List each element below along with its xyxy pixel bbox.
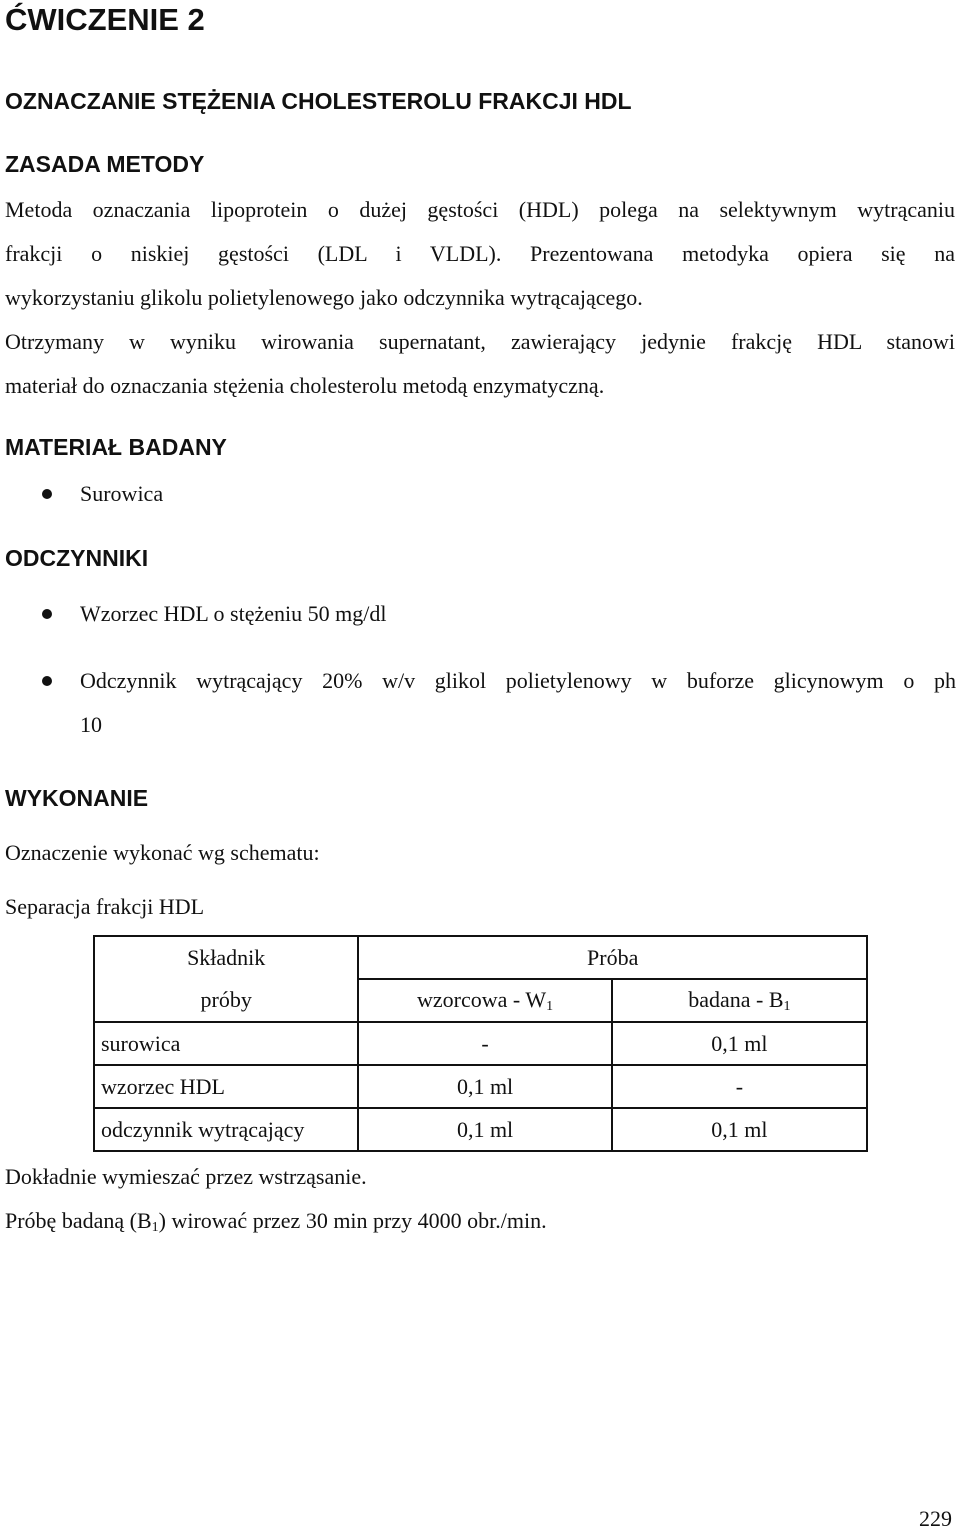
table-row [94,1065,867,1108]
zasada-line-1: Metoda oznaczania lipoprotein o dużej gęstości (HDL) polega na selektywnym wytrącaniu [5,197,955,222]
bullet-icon [42,489,52,499]
centrifuge-instruction [5,1206,547,1243]
table-cell-standard: 0,1 ml [358,1108,611,1151]
bullet-icon [42,609,52,619]
reagent-item-2-line-2: 10 [80,712,102,737]
table-cell-component: surowica [94,1022,358,1065]
table-header-standard-text: wzorcowa - W [417,986,547,1012]
zasada-line-2: frakcji o niskiej gęstości (LDL i VLDL). Prezentowana metodyka opiera się na [5,241,955,266]
table-header-component-2: próby [94,979,358,1022]
table-header-component: Składnik [94,936,358,979]
table-header-sample: Próba [358,936,867,979]
zasada-line-5: materiał do oznaczania stężenia cholesterolu metodą enzymatyczną. [5,373,605,398]
section-heading-material: MATERIAŁ BADANY [5,434,227,460]
table-cell-standard: 0,1 ml [358,1065,611,1108]
procedure-subheading: Separacja frakcji HDL [5,894,205,919]
table-cell-test: 0,1 ml [612,1108,867,1151]
table-cell-component: wzorzec HDL [94,1065,358,1108]
centrifuge-sub: 1 [151,1220,159,1235]
page-number: 229 [919,1506,952,1531]
reagent-item-1: Wzorzec HDL o stężeniu 50 mg/dl [80,601,387,626]
reagent-item-2 [80,659,956,747]
table-row [94,1108,867,1151]
exercise-title: ĆWICZENIE 2 [5,2,205,37]
zasada-line-4: Otrzymany w wyniku wirowania supernatant, zawierający jedynie frakcję HDL stanowi [5,329,955,354]
zasada-paragraph [5,188,955,408]
table-header-row-1 [94,936,867,979]
reagent-item-2-line-1: Odczynnik wytrącający 20% w/v glikol polietylenowy w buforze glicynowym o ph [80,668,956,693]
bullet-icon [42,676,52,686]
main-heading: OZNACZANIE STĘŻENIA CHOLESTEROLU FRAKCJI HDL [5,88,632,114]
zasada-line-3: wykorzystaniu glikolu polietylenowego jako odczynnika wytrącającego. [5,285,643,310]
table-row [94,1022,867,1065]
table-header-standard [358,979,611,1022]
separation-table [93,935,868,1152]
table-header-test [612,979,867,1022]
table-header-test-sub: 1 [783,998,791,1014]
mixing-instruction: Dokładnie wymieszać przez wstrząsanie. [5,1164,367,1189]
table-header-row-2 [94,979,867,1022]
procedure-intro: Oznaczenie wykonać wg schematu: [5,840,320,865]
section-heading-odczynniki: ODCZYNNIKI [5,545,149,571]
table-cell-standard: - [358,1022,611,1065]
table-header-test-text: badana - B [688,986,784,1012]
material-item: Surowica [80,481,164,506]
section-heading-zasada: ZASADA METODY [5,151,205,177]
table-header-standard-sub: 1 [546,998,554,1014]
table-cell-component: odczynnik wytrącający [94,1108,358,1151]
centrifuge-text-a: Próbę badaną (B [5,1208,152,1233]
centrifuge-text-b: ) wirować przez 30 min przy 4000 obr./min. [158,1208,547,1233]
section-heading-wykonanie: WYKONANIE [5,785,149,811]
table-cell-test: 0,1 ml [612,1022,867,1065]
table-cell-test: - [612,1065,867,1108]
